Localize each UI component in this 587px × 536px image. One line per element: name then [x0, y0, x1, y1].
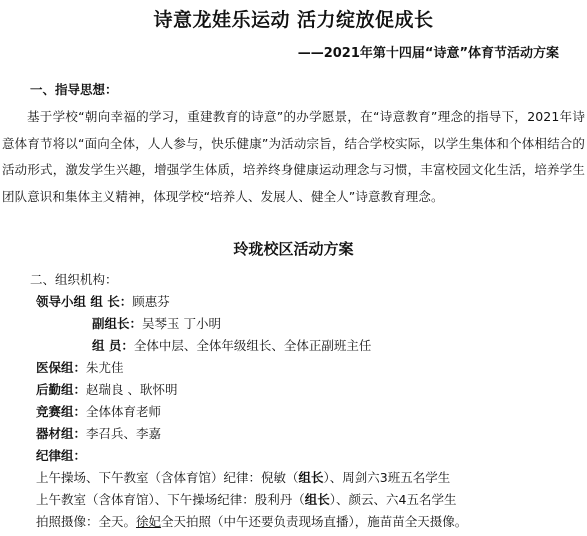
medical-value: 朱尤佳: [86, 360, 124, 375]
logistics-label: 后勤组：: [36, 382, 87, 397]
discipline-label: 纪律组：: [36, 448, 87, 463]
discipline-line-1-rest: ）、周剑六3班五名学生: [323, 470, 451, 485]
equipment-row: [36, 424, 161, 442]
leader-row: [36, 292, 170, 310]
section1-heading: 一、指导思想：: [30, 82, 118, 97]
photo-detail: 全天拍照（中午还要负责现场直播），施苗苗全天摄像。: [161, 514, 468, 529]
photo-row: [36, 512, 467, 530]
document-title: 诗意龙娃乐运动 活力绽放促成长: [153, 9, 434, 31]
equipment-value: 李召兵、李嘉: [86, 426, 162, 441]
discipline-line-2: [36, 490, 457, 508]
discipline-line-1: [36, 468, 450, 486]
deputy-value: 吴琴玉 丁小明: [142, 316, 221, 331]
document-subtitle: ——2021年第十四届“诗意”体育节活动方案: [297, 46, 559, 61]
leader-value: 顾惠芬: [132, 294, 170, 309]
member-value: 全体中层、全体年级组长、全体正副班主任: [133, 338, 372, 353]
competition-row: [36, 402, 161, 420]
discipline-line-2-text: 上午教室（含体育馆）、下午操场纪律：殷利丹（: [36, 492, 305, 507]
logistics-value: 赵瑞良 、耿怀明: [86, 382, 178, 397]
medical-row: [36, 358, 124, 376]
section2-heading: 二、组织机构：: [30, 272, 118, 287]
member-label: 组 员：: [92, 338, 134, 353]
competition-value: 全体体育老师: [86, 404, 162, 419]
discipline-line-1-text: 上午操场、下午教室（含体育馆）纪律：倪敏（: [36, 470, 299, 485]
campus-title: 玲珑校区活动方案: [233, 240, 354, 258]
equipment-label: 器材组：: [36, 426, 87, 441]
discipline-line-2-rest: ）、颜云、六4五名学生: [329, 492, 457, 507]
photo-person: 徐妃: [136, 514, 162, 529]
logistics-row: [36, 380, 178, 398]
competition-label: 竞赛组：: [36, 404, 87, 419]
section1-paragraph: 基于学校“朝向幸福的学习，重建教育的诗意”的办学愿景，在“诗意教育”理念的指导下，2021年诗意体育节将以“面向全体，人人参与，快乐健康”为活动宗旨，结合学校实际，以学生集体和个体相结合的活动形式，激发学生兴趣，增强学生体质，培养终身健康运动理念与习惯，丰富校园文化生活，培养学生团队意识和集体主义精神，体现学校“培养人、发展人、健全人”诗意教育理念。: [2, 109, 585, 204]
member-row: [92, 336, 371, 354]
leader-label: 领导小组 组 长：: [36, 294, 133, 309]
discipline-line-2-role: 组长: [304, 492, 330, 507]
deputy-label: 副组长：: [92, 316, 143, 331]
deputy-row: [92, 314, 221, 332]
photo-label: 拍照摄像：全天。: [36, 514, 137, 529]
discipline-line-1-role: 组长: [298, 470, 324, 485]
medical-label: 医保组：: [36, 360, 87, 375]
